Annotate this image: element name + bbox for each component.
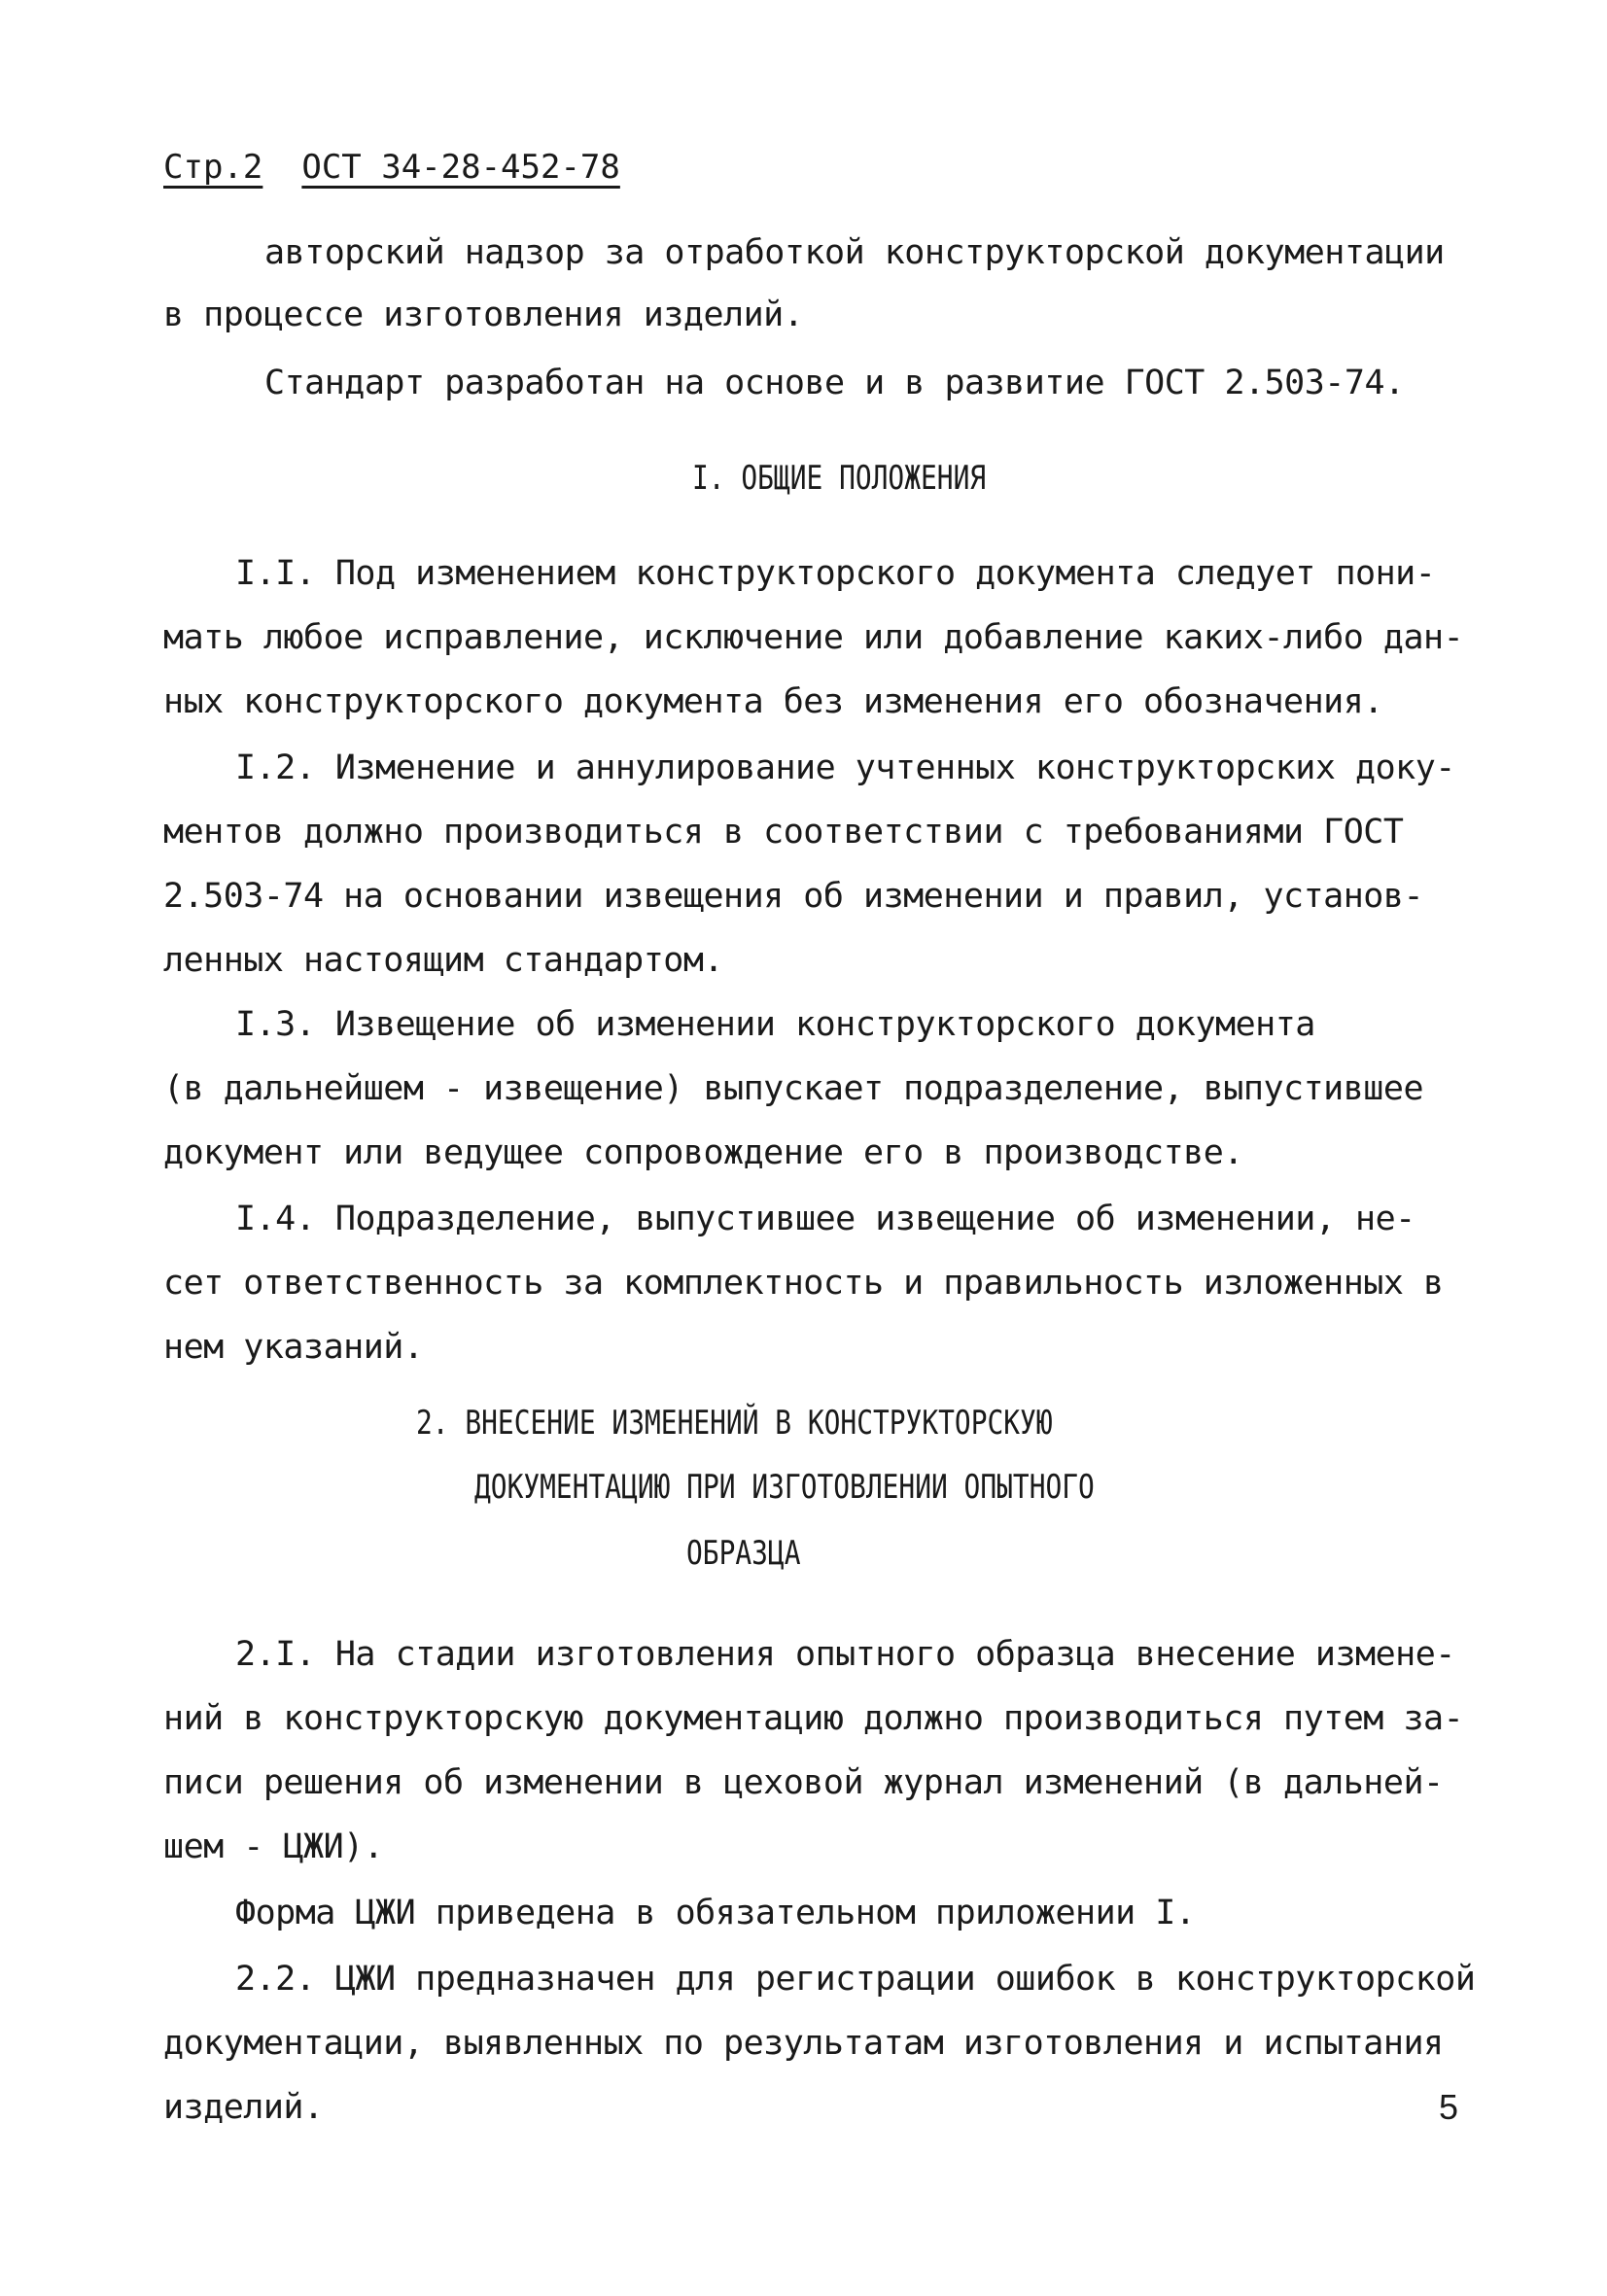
text-line: изделий. [163, 2088, 324, 2127]
text-line: ных конструкторского документа без изменения его обозначения. [163, 682, 1383, 721]
text-line: авторский надзор за отработкой конструкторской документации [264, 233, 1445, 272]
header-page-label: Стр.2 [163, 148, 263, 187]
section-2-title-line-3: ОБРАЗЦА [686, 1534, 801, 1573]
text-line: мать любое исправление, исключение или добавление каких-либо дан- [163, 618, 1464, 657]
text-line: (в дальнейшем - извещение) выпускает подразделение, выпустившее [163, 1069, 1424, 1108]
section-1-title: I. ОБЩИЕ ПОЛОЖЕНИЯ [692, 459, 987, 498]
text-line: I.3. Извещение об изменении конструкторского документа [235, 1005, 1315, 1044]
text-line: 2.503-74 на основании извещения об изменении и правил, установ- [163, 877, 1424, 916]
text-line: Стандарт разработан на основе и в развитие ГОСТ 2.503-74. [264, 364, 1405, 402]
text-line: писи решения об изменении в цеховой журнал изменений (в дальней- [163, 1763, 1444, 1802]
text-line: I.2. Изменение и аннулирование учтенных конструкторских доку- [235, 748, 1455, 787]
text-line: I.4. Подразделение, выпустившее извещение об изменении, не- [235, 1200, 1415, 1238]
text-line: нем указаний. [163, 1328, 424, 1367]
page-number: 5 [1439, 2087, 1459, 2127]
text-line: в процессе изготовления изделий. [163, 296, 804, 334]
text-line: шем - ЦЖИ). [163, 1827, 384, 1866]
text-line: Форма ЦЖИ приведена в обязательном приложении I. [235, 1894, 1196, 1932]
section-2-title-line-1: 2. ВНЕСЕНИЕ ИЗМЕНЕНИЙ В КОНСТРУКТОРСКУЮ [416, 1404, 1053, 1443]
text-line: 2.I. На стадии изготовления опытного образца внесение измене- [235, 1635, 1455, 1674]
header-standard-code: ОСТ 34-28-452-78 [301, 148, 620, 187]
section-2-title-line-2: ДОКУМЕНТАЦИЮ ПРИ ИЗГОТОВЛЕНИИ ОПЫТНОГО [474, 1468, 1095, 1507]
text-line: ленных настоящим стандартом. [163, 941, 724, 980]
page-header [163, 148, 620, 187]
text-line: ментов должно производиться в соответствии с требованиями ГОСТ [163, 813, 1404, 852]
text-line: 2.2. ЦЖИ предназначен для регистрации ошибок в конструкторской [235, 1960, 1476, 1999]
text-line: I.I. Под изменением конструкторского документа следует пони- [235, 554, 1436, 593]
text-line: ний в конструкторскую документацию должно производиться путем за- [163, 1699, 1464, 1738]
text-line: сет ответственность за комплектность и правильность изложенных в [163, 1264, 1444, 1303]
text-line: документ или ведущее сопровождение его в производстве. [163, 1133, 1243, 1172]
text-line: документации, выявленных по результатам изготовления и испытания [163, 2024, 1444, 2063]
